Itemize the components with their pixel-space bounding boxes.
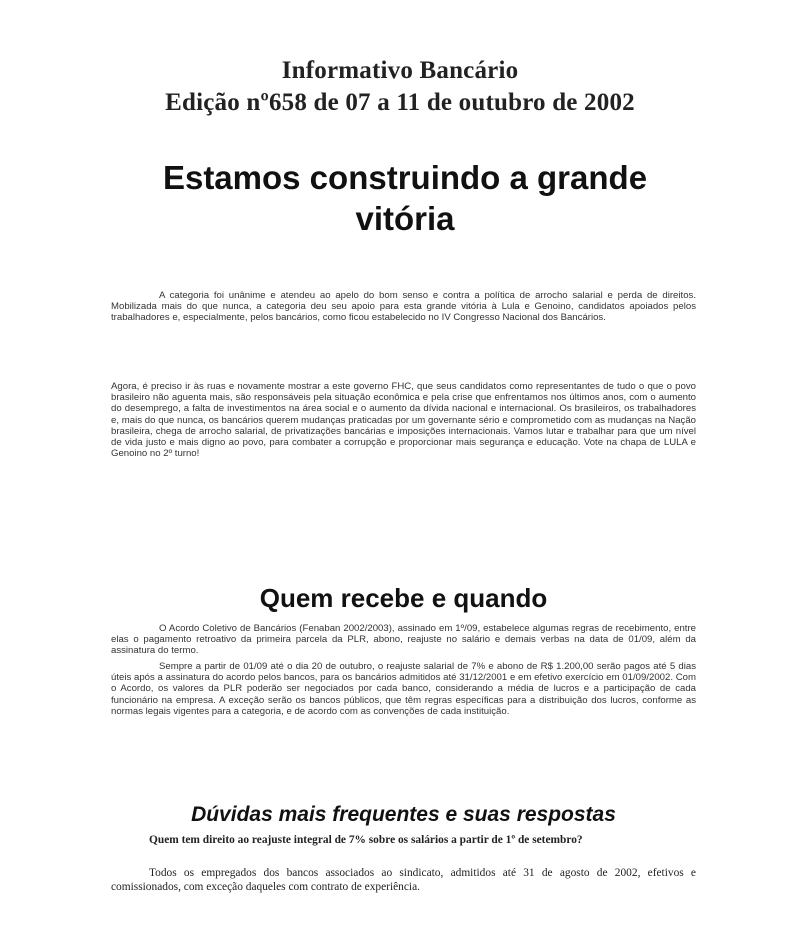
answer-text: Todos os empregados dos bancos associados ao sindicato, admitidos até 31 de agosto de 2002, efetivos e comissionados, com exceção daqueles com contrato de experiência. xyxy=(111,867,696,893)
section-heading-duvidas: Dúvidas mais frequentes e suas respostas xyxy=(191,803,616,826)
paragraph-text: Agora, é preciso ir às ruas e novamente mostrar a este governo FHC, que seus candidatos como representantes de tudo o que o povo brasileiro não aguenta mais, são responsáveis pela situação econômica e pela crise que enfrentamos nos últimos anos, com o aumento do desemprego, a falta de investimentos na área social e o aumento da dívida nacional e internacional. Os brasileiros, os trabalhadores e, mais do que nunca, os bancários querem mudanças praticadas por um governante sério e comprometido com as mudanças na Nação brasileira, chega de arrocho salarial, de privatizações bancárias e imposições internacionais. Vamos lutar e trabalhar para que um nível de vida justo e mais digno ao povo, para combater a corrupção e proporcionar mais segurança e educação. Vote na chapa de LULA e Genoino no 2º turno! xyxy=(111,381,696,460)
paragraph-text: Sempre a partir de 01/09 até o dia 20 de outubro, o reajuste salarial de 7% e abono de R$ 1.200,00 serão pagos até 5 dias úteis após a assinatura do acordo pelos bancos, para os bancários admitidos até 31/12/2001 e em efetivo exercício em 01/09/2002. Com o Acordo, os valores da PLR poderão ser negociados por cada banco, considerando a média de lucros e a participação de cada funcionário na empresa. A exceção serão os bancos públicos, que têm regras específicas para a distribuição dos lucros, conforme as normas legais vigentes para a categoria, e de acordo com as convenções de cada instituição. xyxy=(111,661,696,717)
section2-paragraph-2 xyxy=(111,661,696,717)
faq-answer xyxy=(111,866,696,894)
article-paragraph-1 xyxy=(111,290,696,324)
section2-paragraph-1 xyxy=(111,623,696,657)
main-headline: Estamos construindo a grande vitória xyxy=(162,159,648,237)
paragraph-text: A categoria foi unânime e atendeu ao apelo do bom senso e contra a política de arrocho salarial e perda de direitos. Mobilizada mais do que nunca, a categoria deu seu apoio para esta grande vitória à Lula e Genoino, candidatos apoiados pelos trabalhadores e, especialmente, pelos bancários, como ficou estabelecido no IV Congresso Nacional dos Bancários. xyxy=(111,290,696,324)
question-text: Quem tem direito ao reajuste integral de 7% sobre os salários a partir de 1º de setembro? xyxy=(149,834,583,846)
faq-question xyxy=(111,833,696,847)
edition-line: Edição nº658 de 07 a 11 de outubro de 2002 xyxy=(165,89,635,116)
section-heading-quem-recebe: Quem recebe e quando xyxy=(259,583,548,613)
newsletter-title: Informativo Bancário xyxy=(281,57,519,84)
article-paragraph-2 xyxy=(111,381,696,459)
paragraph-text: O Acordo Coletivo de Bancários (Fenaban 2002/2003), assinado em 1º/09, estabelece algumas regras de recebimento, entre elas o pagamento retroativo da primeira parcela da PLR, abono, reajuste no salário e demais verbas na data de 01/09, além da assinatura do termo. xyxy=(111,623,696,657)
